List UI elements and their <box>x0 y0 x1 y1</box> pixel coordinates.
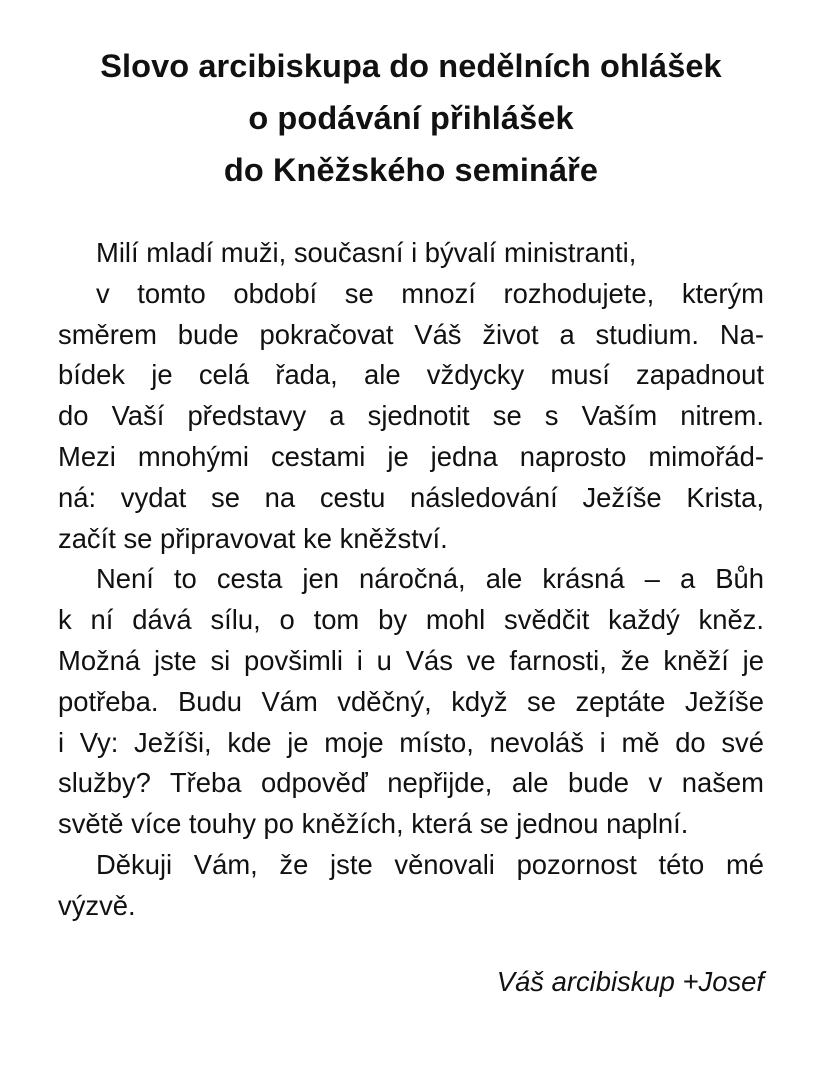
document-page <box>58 40 764 927</box>
salutation: Milí mladí muži, současní i bývalí ministranti, <box>96 237 637 268</box>
paragraph-1-line-2: směrem bude pokračovat Váš život a studium. Na- <box>58 318 764 350</box>
paragraph-1-line-1: v tomto období se mnozí rozhodujete, kterým <box>96 277 764 309</box>
paragraph-1-line-3: bídek je celá řada, ale vždycky musí zapadnout <box>58 359 764 391</box>
paragraph-2-line-2: k ní dává sílu, o tom by mohl svědčit každý kněz. <box>58 604 764 636</box>
paragraph-2-line-7: světě více touhy po kněžích, která se jednou naplní. <box>58 808 689 840</box>
paragraph-3-line-2: výzvě. <box>58 889 136 921</box>
paragraph-3 <box>58 845 764 927</box>
paragraph-2 <box>58 559 764 845</box>
paragraph-2-line-6: služby? Třeba odpověď nepřijde, ale bude v našem <box>58 767 764 799</box>
paragraph-2-line-4: potřeba. Budu Vám vděčný, když se zeptáte Ježíše <box>58 685 764 717</box>
paragraph-2-line-5: i Vy: Ježíši, kde je moje místo, nevoláš i mě do své <box>58 726 764 758</box>
title-line-3: do Kněžského semináře <box>223 152 599 188</box>
paragraph-1-line-5: Mezi mnohými cestami je jedna naprosto mimořád- <box>58 440 764 472</box>
paragraph-1-line-4: do Vaší představy a sjednotit se s Vaším nitrem. <box>58 400 764 432</box>
paragraph-2-line-3: Možná jste si povšimli i u Vás ve farnosti, že kněží je <box>58 644 764 676</box>
page-title <box>58 40 764 196</box>
paragraph-3-line-1: Děkuji Vám, že jste věnovali pozornost této mé <box>96 848 764 880</box>
paragraph-1 <box>58 274 764 560</box>
paragraph-1-line-7: začít se připravovat ke kněžství. <box>58 522 448 554</box>
title-line-2: o podávání přihlášek <box>248 100 574 136</box>
paragraph-2-line-1: Není to cesta jen náročná, ale krásná – a Bůh <box>96 563 764 595</box>
letter-body <box>58 233 764 927</box>
title-line-1: Slovo arcibiskupa do nedělních ohlášek <box>100 48 722 84</box>
paragraph-1-line-6: ná: vydat se na cestu následování Ježíše Krista, <box>58 481 764 513</box>
signature: Váš arcibiskup +Josef <box>496 966 764 997</box>
